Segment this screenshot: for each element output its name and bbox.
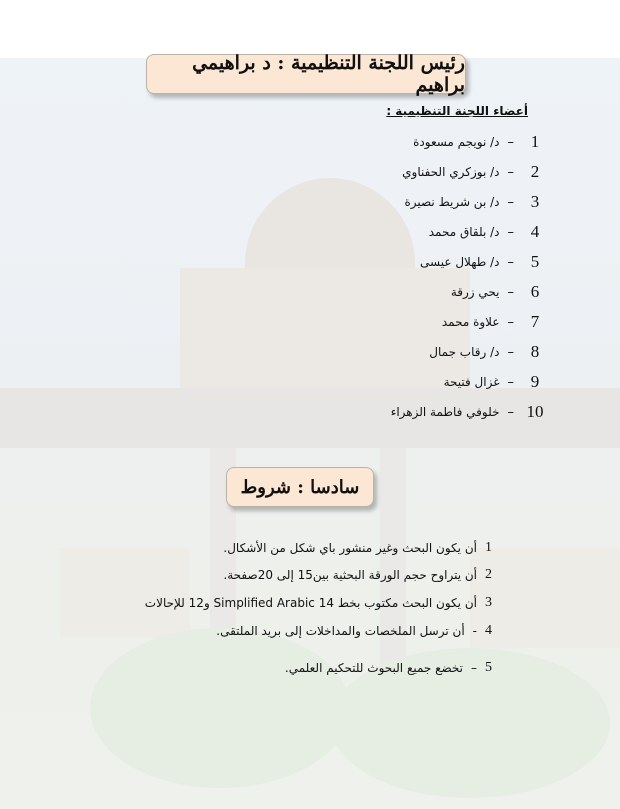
member-dash: – <box>507 374 514 390</box>
condition-dash: - <box>472 624 477 638</box>
member-name: د/ نويجم مسعودة <box>413 135 500 149</box>
member-name: د/ رقاب جمال <box>429 345 500 359</box>
member-dash: – <box>507 284 514 300</box>
condition-text: أن يتراوح حجم الورقة البحثية بين15 إلى 20صفحة. <box>223 568 477 582</box>
condition-item <box>285 658 492 678</box>
member-name: د/ بن شريط نصيرة <box>404 195 500 209</box>
member-dash: – <box>507 344 514 360</box>
condition-dash: – <box>471 661 477 675</box>
member-number: 2 <box>530 162 540 181</box>
member-dash: – <box>507 164 514 180</box>
member-number: 6 <box>530 282 540 301</box>
condition-item <box>216 621 492 641</box>
member-dash: – <box>507 314 514 330</box>
member-item <box>420 251 548 273</box>
condition-item <box>145 593 492 613</box>
member-number: 1 <box>530 132 540 151</box>
member-item <box>413 131 548 153</box>
member-dash: – <box>507 134 514 150</box>
member-name: د/ بوزكري الحفناوي <box>402 165 500 179</box>
condition-text: أن يكون البحث وغير منشور باي شكل من الأشكال. <box>223 541 477 555</box>
member-dash: – <box>507 194 514 210</box>
member-item <box>451 281 548 303</box>
condition-number: 5 <box>485 660 492 675</box>
condition-number: 2 <box>485 567 492 582</box>
member-number: 7 <box>530 312 540 331</box>
member-item <box>402 161 548 183</box>
member-dash: – <box>507 224 514 240</box>
conditions-section-title <box>226 467 374 507</box>
member-item <box>429 341 548 363</box>
member-item <box>429 221 548 243</box>
member-number: 9 <box>530 372 540 391</box>
member-number: 5 <box>530 252 540 271</box>
member-item <box>444 371 548 393</box>
member-number: 10 <box>526 402 544 421</box>
member-dash: – <box>507 404 514 420</box>
condition-item <box>223 565 492 585</box>
member-name: يحي زرقة <box>450 285 500 299</box>
member-dash: – <box>507 254 514 270</box>
member-name: د/ طهلال عيسى <box>420 255 500 269</box>
member-number: 3 <box>530 192 540 211</box>
condition-item <box>223 538 492 558</box>
condition-text: أن ترسل الملخصات والمداخلات إلى بريد الملتقى. <box>216 624 465 638</box>
member-item <box>442 311 548 333</box>
condition-number: 4 <box>485 623 492 638</box>
member-item <box>405 191 549 213</box>
member-number: 8 <box>530 342 540 361</box>
condition-number: 1 <box>485 540 492 555</box>
member-name: د/ بلقاق محمد <box>428 225 500 239</box>
conditions-heading: سادسا : شروط <box>240 476 360 498</box>
condition-text: تخضع جميع البحوث للتحكيم العلمي. <box>284 661 463 675</box>
member-item <box>391 401 548 423</box>
member-name: علاوة محمد <box>441 315 500 329</box>
committee-chair-text: رئيس اللجنة التنظيمية : د براهيمي براهيم <box>192 52 465 96</box>
member-number: 4 <box>530 222 540 241</box>
condition-number: 3 <box>485 595 492 610</box>
committee-chair-title <box>146 54 466 94</box>
member-name: غزال فتيحة <box>443 375 500 389</box>
member-name: خلوفي فاطمة الزهراء <box>390 405 500 419</box>
members-heading: أعضاء اللجنة التنظيمية : <box>386 104 528 118</box>
condition-text: أن يكون البحث مكتوب بخط 14 Simplified Arabic و12 للإحالات <box>144 596 477 610</box>
